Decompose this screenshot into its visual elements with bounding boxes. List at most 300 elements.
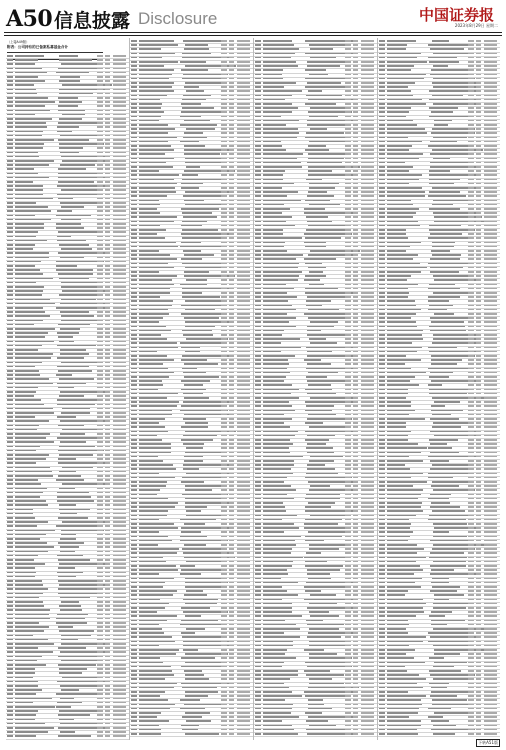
table-cell bbox=[263, 225, 295, 227]
table-cell bbox=[387, 53, 421, 55]
table-cell bbox=[484, 578, 497, 580]
table-cell bbox=[255, 162, 261, 164]
table-cell bbox=[379, 330, 385, 332]
table-cell bbox=[237, 548, 250, 550]
table-cell bbox=[428, 473, 471, 475]
table-cell bbox=[306, 473, 339, 475]
table-cell bbox=[361, 288, 374, 290]
table-cell bbox=[105, 395, 110, 397]
table-cell bbox=[307, 65, 340, 67]
table-cell bbox=[182, 107, 215, 109]
table-cell bbox=[229, 439, 234, 441]
table-cell bbox=[387, 456, 409, 458]
table-cell bbox=[113, 244, 126, 246]
table-cell bbox=[237, 712, 250, 714]
table-cell bbox=[105, 152, 110, 154]
table-cell bbox=[308, 687, 359, 689]
table-cell bbox=[361, 195, 374, 197]
table-cell bbox=[468, 141, 474, 143]
table-cell bbox=[484, 95, 497, 97]
table-cell bbox=[255, 179, 261, 181]
table-cell bbox=[113, 559, 126, 561]
table-cell bbox=[468, 422, 474, 424]
table-cell bbox=[484, 368, 497, 370]
table-cell bbox=[484, 435, 497, 437]
table-cell bbox=[237, 99, 250, 101]
table-cell bbox=[308, 317, 348, 319]
table-cell bbox=[105, 584, 110, 586]
table-cell bbox=[60, 685, 98, 687]
table-cell bbox=[263, 216, 292, 218]
table-cell bbox=[309, 678, 333, 680]
table-cell bbox=[221, 309, 227, 311]
table-cell bbox=[97, 378, 103, 380]
table-cell bbox=[387, 460, 423, 462]
table-cell bbox=[229, 498, 234, 500]
table-cell bbox=[60, 546, 79, 548]
table-cell bbox=[221, 611, 227, 613]
table-cell bbox=[345, 355, 351, 357]
table-cell bbox=[379, 674, 385, 676]
table-cell bbox=[139, 481, 167, 483]
table-cell bbox=[263, 594, 298, 596]
table-cell bbox=[7, 433, 13, 435]
table-cell bbox=[221, 716, 227, 718]
table-cell bbox=[345, 170, 351, 172]
table-cell bbox=[139, 725, 159, 727]
table-cell bbox=[307, 334, 351, 336]
table-cell bbox=[58, 664, 96, 666]
table-cell bbox=[476, 326, 481, 328]
table-cell bbox=[15, 710, 38, 712]
table-cell bbox=[476, 678, 481, 680]
table-cell bbox=[379, 494, 385, 496]
table-cell bbox=[229, 725, 234, 727]
table-cell bbox=[139, 557, 163, 559]
table-cell bbox=[310, 342, 337, 344]
table-cell bbox=[309, 641, 348, 643]
table-cell bbox=[61, 412, 91, 414]
table-cell bbox=[131, 615, 137, 617]
table-cell bbox=[255, 376, 261, 378]
table-cell bbox=[7, 143, 13, 145]
table-cell bbox=[105, 538, 110, 540]
table-cell bbox=[345, 313, 351, 315]
table-cell bbox=[433, 607, 466, 609]
table-cell bbox=[7, 698, 13, 700]
table-cell bbox=[7, 391, 13, 393]
table-cell bbox=[387, 439, 408, 441]
table-cell bbox=[97, 236, 103, 238]
table-cell bbox=[97, 601, 103, 603]
table-cell bbox=[263, 200, 301, 202]
table-cell bbox=[345, 687, 351, 689]
table-cell bbox=[353, 687, 358, 689]
table-cell bbox=[7, 551, 13, 553]
table-cell bbox=[15, 156, 39, 158]
table-cell bbox=[484, 212, 497, 214]
table-cell bbox=[361, 641, 374, 643]
table-cell bbox=[353, 405, 358, 407]
table-cell bbox=[105, 429, 110, 431]
table-cell bbox=[15, 55, 44, 57]
table-cell bbox=[255, 120, 261, 122]
table-cell bbox=[131, 258, 137, 260]
table-cell bbox=[361, 137, 374, 139]
table-cell bbox=[15, 189, 43, 191]
table-cell bbox=[15, 504, 48, 506]
table-cell bbox=[237, 544, 250, 546]
table-cell bbox=[307, 435, 335, 437]
table-cell bbox=[255, 670, 261, 672]
table-cell bbox=[255, 447, 261, 449]
table-cell bbox=[105, 206, 110, 208]
table-cell bbox=[387, 557, 426, 559]
table-cell bbox=[263, 99, 285, 101]
table-cell bbox=[255, 103, 261, 105]
table-cell bbox=[7, 72, 13, 74]
table-cell bbox=[113, 433, 126, 435]
table-cell bbox=[221, 212, 227, 214]
table-cell bbox=[221, 586, 227, 588]
table-cell bbox=[484, 431, 497, 433]
table-cell bbox=[7, 693, 13, 695]
table-cell bbox=[309, 653, 337, 655]
table-cell bbox=[105, 231, 110, 233]
table-cell bbox=[221, 225, 227, 227]
table-cell bbox=[229, 128, 234, 130]
table-cell bbox=[221, 246, 227, 248]
table-cell bbox=[255, 552, 261, 554]
table-cell bbox=[229, 393, 234, 395]
table-cell bbox=[255, 158, 261, 160]
table-cell bbox=[15, 731, 48, 733]
table-cell bbox=[97, 294, 103, 296]
table-cell bbox=[7, 320, 13, 322]
table-cell bbox=[484, 716, 497, 718]
table-cell bbox=[97, 572, 103, 574]
table-cell bbox=[307, 464, 325, 466]
table-cell bbox=[221, 90, 227, 92]
table-cell bbox=[105, 122, 110, 124]
table-cell bbox=[15, 702, 33, 704]
table-cell bbox=[139, 422, 159, 424]
table-cell bbox=[361, 599, 374, 601]
table-cell bbox=[131, 271, 137, 273]
table-cell bbox=[468, 267, 474, 269]
table-cell bbox=[255, 368, 261, 370]
table-cell bbox=[345, 128, 351, 130]
table-cell bbox=[353, 267, 358, 269]
table-cell bbox=[379, 187, 385, 189]
table-cell bbox=[353, 699, 358, 701]
table-cell bbox=[353, 725, 358, 727]
table-cell bbox=[7, 685, 13, 687]
table-cell bbox=[379, 99, 385, 101]
table-cell bbox=[484, 204, 497, 206]
table-cell bbox=[361, 582, 374, 584]
table-cell bbox=[353, 99, 358, 101]
table-cell bbox=[379, 153, 385, 155]
table-cell bbox=[255, 233, 261, 235]
table-cell bbox=[361, 61, 374, 63]
table-cell bbox=[15, 580, 42, 582]
table-cell bbox=[484, 552, 497, 554]
table-cell bbox=[433, 531, 449, 533]
table-cell bbox=[237, 376, 250, 378]
table-cell bbox=[361, 561, 374, 563]
table-cell bbox=[139, 515, 167, 517]
table-cell bbox=[345, 578, 351, 580]
table-cell bbox=[113, 563, 126, 565]
table-cell bbox=[255, 258, 261, 260]
table-cell bbox=[139, 204, 160, 206]
table-cell bbox=[15, 63, 35, 65]
table-cell bbox=[255, 200, 261, 202]
table-cell bbox=[7, 357, 13, 359]
table-cell bbox=[221, 288, 227, 290]
table-cell bbox=[113, 483, 126, 485]
table-cell bbox=[434, 662, 468, 664]
table-cell bbox=[484, 40, 497, 42]
table-cell bbox=[379, 380, 385, 382]
table-cell bbox=[379, 561, 385, 563]
table-cell bbox=[429, 225, 461, 227]
table-cell bbox=[97, 710, 103, 712]
table-cell bbox=[484, 481, 497, 483]
table-cell bbox=[97, 723, 103, 725]
table-cell bbox=[139, 120, 159, 122]
table-cell bbox=[139, 641, 175, 643]
table-cell bbox=[387, 666, 405, 668]
table-cell bbox=[361, 401, 374, 403]
table-cell bbox=[379, 531, 385, 533]
table-cell bbox=[105, 383, 110, 385]
table-cell bbox=[113, 437, 126, 439]
table-cell bbox=[7, 530, 13, 532]
table-cell bbox=[361, 590, 374, 592]
table-cell bbox=[476, 368, 481, 370]
table-cell bbox=[113, 399, 126, 401]
table-cell bbox=[353, 48, 358, 50]
table-cell bbox=[184, 86, 200, 88]
table-cell bbox=[105, 93, 110, 95]
table-cell bbox=[353, 636, 358, 638]
table-cell bbox=[379, 271, 385, 273]
table-cell bbox=[345, 208, 351, 210]
table-cell bbox=[306, 132, 344, 134]
table-cell bbox=[113, 605, 126, 607]
table-cell bbox=[476, 187, 481, 189]
table-cell bbox=[379, 468, 385, 470]
table-cell bbox=[379, 666, 385, 668]
table-cell bbox=[60, 441, 87, 443]
table-cell bbox=[237, 657, 250, 659]
table-cell bbox=[361, 200, 374, 202]
table-cell bbox=[221, 380, 227, 382]
table-cell bbox=[387, 657, 414, 659]
table-cell bbox=[379, 544, 385, 546]
table-cell bbox=[221, 695, 227, 697]
table-cell bbox=[468, 170, 474, 172]
table-cell bbox=[353, 208, 358, 210]
table-cell bbox=[182, 548, 223, 550]
table-cell bbox=[184, 170, 235, 172]
table-cell bbox=[379, 158, 385, 160]
table-cell bbox=[57, 496, 91, 498]
table-cell bbox=[361, 355, 374, 357]
table-cell bbox=[105, 735, 110, 737]
table-cell bbox=[484, 569, 497, 571]
table-cell bbox=[237, 78, 250, 80]
table-cell bbox=[113, 353, 126, 355]
table-cell bbox=[181, 258, 202, 260]
table-cell bbox=[379, 221, 385, 223]
table-cell bbox=[255, 174, 261, 176]
table-cell bbox=[353, 389, 358, 391]
table-cell bbox=[345, 489, 351, 491]
table-cell bbox=[263, 599, 282, 601]
table-cell bbox=[484, 208, 497, 210]
table-cell bbox=[7, 139, 13, 141]
table-cell bbox=[345, 330, 351, 332]
table-cell bbox=[221, 477, 227, 479]
table-cell bbox=[131, 674, 137, 676]
table-cell bbox=[353, 586, 358, 588]
table-cell bbox=[255, 170, 261, 172]
table-cell bbox=[7, 622, 13, 624]
table-cell bbox=[387, 401, 411, 403]
table-cell bbox=[131, 384, 137, 386]
table-cell bbox=[57, 702, 82, 704]
table-cell bbox=[484, 326, 497, 328]
table-cell bbox=[131, 229, 137, 231]
table-cell bbox=[105, 656, 110, 658]
table-cell bbox=[113, 282, 126, 284]
table-cell bbox=[97, 278, 103, 280]
table-cell bbox=[306, 447, 333, 449]
table-cell bbox=[263, 141, 281, 143]
table-cell bbox=[185, 578, 225, 580]
table-cell bbox=[263, 460, 294, 462]
table-cell bbox=[15, 723, 45, 725]
table-cell bbox=[229, 699, 234, 701]
table-cell bbox=[229, 271, 234, 273]
table-cell bbox=[57, 404, 95, 406]
table-title: 附表：公司持有的已备案私募基金合计 bbox=[7, 45, 69, 49]
table-cell bbox=[229, 158, 234, 160]
table-cell bbox=[237, 674, 250, 676]
table-cell bbox=[255, 519, 261, 521]
table-cell bbox=[305, 519, 342, 521]
table-cell bbox=[468, 271, 474, 273]
table-cell bbox=[353, 61, 358, 63]
table-cell bbox=[184, 376, 219, 378]
table-cell bbox=[7, 135, 13, 137]
table-cell bbox=[131, 523, 137, 525]
table-cell bbox=[484, 300, 497, 302]
table-cell bbox=[361, 95, 374, 97]
table-cell bbox=[255, 510, 261, 512]
table-cell bbox=[97, 567, 103, 569]
table-cell bbox=[468, 359, 474, 361]
table-cell bbox=[345, 649, 351, 651]
table-cell bbox=[180, 573, 200, 575]
table-cell bbox=[353, 326, 358, 328]
table-cell bbox=[484, 179, 497, 181]
table-cell bbox=[60, 538, 76, 540]
table-cell bbox=[353, 426, 358, 428]
table-cell bbox=[305, 561, 327, 563]
table-cell bbox=[113, 395, 126, 397]
table-cell bbox=[345, 48, 351, 50]
table-cell bbox=[186, 628, 206, 630]
table-cell bbox=[387, 145, 412, 147]
table-cell bbox=[263, 120, 299, 122]
table-cell bbox=[361, 363, 374, 365]
table-cell bbox=[97, 202, 103, 204]
table-cell bbox=[353, 506, 358, 508]
table-cell bbox=[237, 540, 250, 542]
table-cell bbox=[263, 691, 292, 693]
table-cell bbox=[61, 601, 79, 603]
table-cell bbox=[131, 233, 137, 235]
table-cell bbox=[221, 426, 227, 428]
table-cell bbox=[353, 179, 358, 181]
table-cell bbox=[113, 257, 126, 259]
table-cell bbox=[139, 573, 159, 575]
table-cell bbox=[387, 494, 421, 496]
table-cell bbox=[139, 645, 159, 647]
table-cell bbox=[229, 317, 234, 319]
table-cell bbox=[476, 729, 481, 731]
table-cell bbox=[476, 733, 481, 735]
table-cell bbox=[307, 624, 344, 626]
table-cell bbox=[97, 416, 103, 418]
table-cell bbox=[379, 120, 385, 122]
table-cell bbox=[139, 305, 172, 307]
table-cell bbox=[105, 303, 110, 305]
table-cell bbox=[181, 359, 207, 361]
table-cell bbox=[7, 131, 13, 133]
table-cell bbox=[345, 271, 351, 273]
table-cell bbox=[105, 425, 110, 427]
table-cell bbox=[237, 162, 250, 164]
table-cell bbox=[476, 372, 481, 374]
table-cell bbox=[263, 426, 290, 428]
table-cell bbox=[15, 131, 43, 133]
table-cell bbox=[379, 296, 385, 298]
table-cell bbox=[306, 494, 340, 496]
table-cell bbox=[61, 282, 100, 284]
table-cell bbox=[476, 418, 481, 420]
table-cell bbox=[379, 401, 385, 403]
table-cell bbox=[105, 672, 110, 674]
table-cell bbox=[105, 84, 110, 86]
table-cell bbox=[255, 216, 261, 218]
table-cell bbox=[345, 410, 351, 412]
table-cell bbox=[139, 279, 172, 281]
table-cell bbox=[57, 492, 89, 494]
table-cell bbox=[131, 460, 137, 462]
table-cell bbox=[229, 603, 234, 605]
table-cell bbox=[379, 569, 385, 571]
table-cell bbox=[185, 615, 202, 617]
table-cell bbox=[353, 225, 358, 227]
table-cell bbox=[97, 731, 103, 733]
table-cell bbox=[113, 462, 126, 464]
table-cell bbox=[97, 408, 103, 410]
